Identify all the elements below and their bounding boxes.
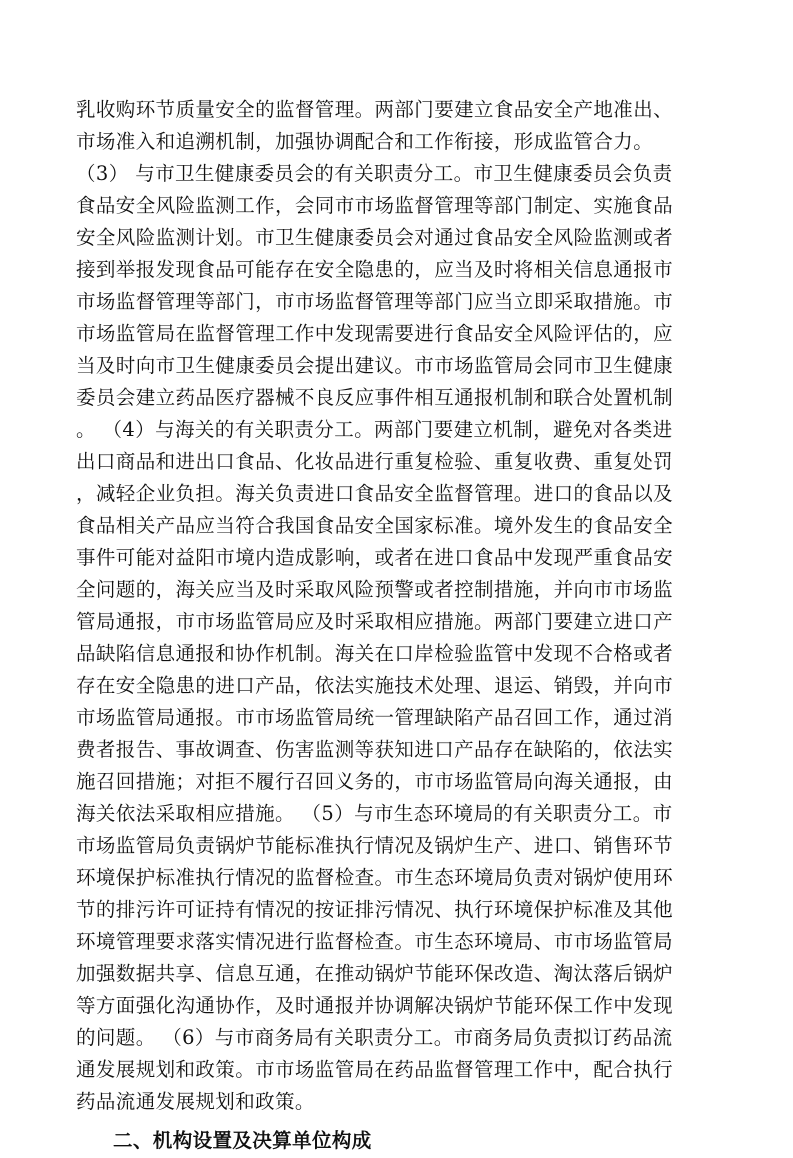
paragraph-line: 加强数据共享、信息互通，在推动锅炉节能环保改造、淘汰落后锅炉 — [76, 962, 674, 985]
paragraph-line: 全问题的，海关应当及时采取风险预警或者控制措施，并向市市场监 — [76, 578, 674, 601]
paragraph-line: 委员会建立药品医疗器械不良反应事件相互通报机制和联合处置机制 — [76, 386, 674, 409]
paragraph-line: 当及时向市卫生健康委员会提出建议。市市场监管局会同市卫生健康 — [76, 354, 674, 377]
paragraph-line: 药品流通发展规划和政策。 — [76, 1090, 315, 1113]
paragraph-line: 出口商品和进出口食品、化妆品进行重复检验、重复收费、重复处罚 — [76, 450, 674, 473]
paragraph-line: 市场监督管理等部门，市市场监督管理等部门应当立即采取措施。市 — [76, 290, 674, 313]
paragraph-line: 。 （4）与海关的有关职责分工。两部门要建立机制，避免对各类进 — [76, 418, 673, 441]
paragraph-line: 的问题。 （6）与市商务局有关职责分工。市商务局负责拟订药品流 — [76, 1026, 673, 1049]
paragraph-line: 节的排污许可证持有情况的按证排污情况、执行环境保护标准及其他 — [76, 898, 674, 921]
paragraph-line: 事件可能对益阳市境内造成影响，或者在进口食品中发现严重食品安 — [76, 546, 674, 569]
section-heading: 二、机构设置及决算单位构成 — [113, 1129, 372, 1152]
paragraph-line: 市场监管局负责锅炉节能标准执行情况及锅炉生产、进口、销售环节 — [76, 834, 674, 857]
paragraph-line: 乳收购环节质量安全的监督管理。两部门要建立食品安全产地准出、 — [76, 98, 674, 121]
document-body — [76, 94, 716, 1158]
paragraph-line: 费者报告、事故调查、伤害监测等获知进口产品存在缺陷的，依法实 — [76, 738, 674, 761]
paragraph-line: 品缺陷信息通报和协作机制。海关在口岸检验监管中发现不合格或者 — [76, 642, 674, 665]
paragraph-line: 存在安全隐患的进口产品，依法实施技术处理、退运、销毁，并向市 — [76, 674, 674, 697]
paragraph-line: 市场监管局通报。市市场监管局统一管理缺陷产品召回工作，通过消 — [76, 706, 674, 729]
paragraph-line: 环境管理要求落实情况进行监督检查。市生态环境局、市市场监管局 — [76, 930, 674, 953]
paragraph-line: 市场准入和追溯机制，加强协调配合和工作衔接，形成监管合力。 — [76, 130, 654, 153]
paragraph-line: 安全风险监测计划。市卫生健康委员会对通过食品安全风险监测或者 — [76, 226, 674, 249]
paragraph-line: 通发展规划和政策。市市场监管局在药品监督管理工作中，配合执行 — [76, 1058, 674, 1081]
paragraph-line: 管局通报，市市场监管局应及时采取相应措施。两部门要建立进口产 — [76, 610, 674, 633]
paragraph-line: 市场监管局在监督管理工作中发现需要进行食品安全风险评估的，应 — [76, 322, 674, 345]
paragraph-line: 施召回措施；对拒不履行召回义务的，市市场监管局向海关通报，由 — [76, 770, 674, 793]
paragraph-line: 等方面强化沟通协作，及时通报并协调解决锅炉节能环保工作中发现 — [76, 994, 674, 1017]
paragraph-line: 食品相关产品应当符合我国食品安全国家标准。境外发生的食品安全 — [76, 514, 674, 537]
paragraph-line: 环境保护标准执行情况的监督检查。市生态环境局负责对锅炉使用环 — [76, 866, 674, 889]
paragraph-line: 接到举报发现食品可能存在安全隐患的，应当及时将相关信息通报市 — [76, 258, 674, 281]
paragraph-line: 海关依法采取相应措施。 （5）与市生态环境局的有关职责分工。市 — [76, 802, 673, 825]
paragraph-line: 食品安全风险监测工作，会同市市场监督管理等部门制定、实施食品 — [76, 194, 674, 217]
paragraph-line: ，减轻企业负担。海关负责进口食品安全监督管理。进口的食品以及 — [76, 482, 674, 505]
paragraph-line: （3） 与市卫生健康委员会的有关职责分工。市卫生健康委员会负责 — [76, 162, 673, 185]
